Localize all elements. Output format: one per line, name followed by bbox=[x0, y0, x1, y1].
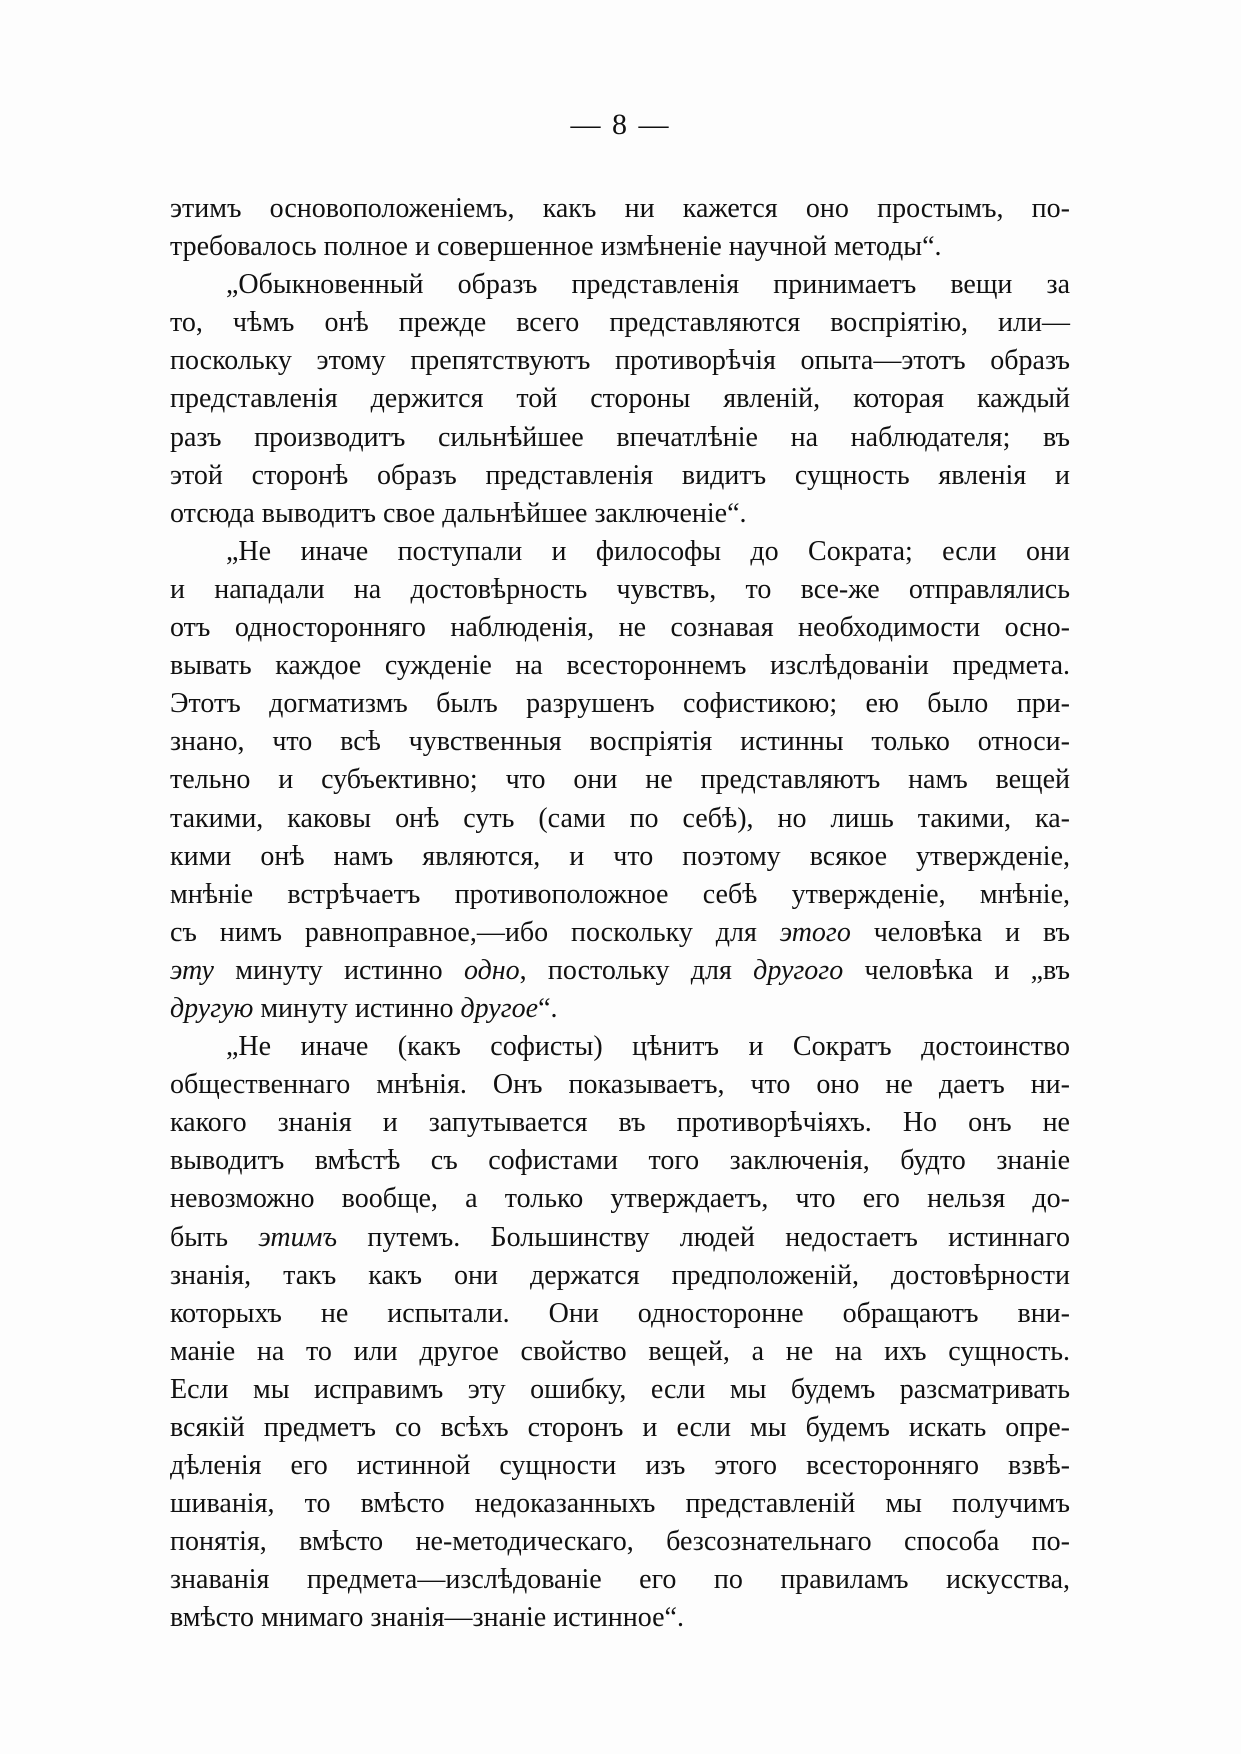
text-line: „Не иначе (какъ софисты) цѣнитъ и Сократъ достоинство bbox=[226, 1031, 1070, 1063]
text-line: такими, каковы онѣ суть (сами по себѣ), но лишь такими, ка- bbox=[170, 802, 1070, 834]
text-line: эту минуту истинно одно, постольку для другого человѣка и „въ bbox=[170, 954, 1071, 986]
text-line: мнѣніе встрѣчаетъ противоположное себѣ утвержденіе, мнѣніе, bbox=[170, 878, 1070, 910]
paragraph-1 bbox=[170, 190, 1070, 266]
text-line: выводитъ вмѣстѣ съ софистами того заключенія, будто знаніе bbox=[170, 1145, 1070, 1177]
text-line: вывать каждое сужденіе на всестороннемъ изслѣдованіи предмета. bbox=[170, 650, 1070, 682]
text-line: знано, что всѣ чувственныя воспріятія истинны только относи- bbox=[170, 726, 1070, 758]
text-line: требовалось полное и совершенное измѣненіе научной методы“. bbox=[170, 231, 942, 263]
text-line: отсюда выводитъ свое дальнѣйшее заключеніе“. bbox=[170, 497, 747, 529]
text-line: понятія, вмѣсто не-методическаго, безсознательнаго способа по- bbox=[170, 1526, 1070, 1558]
text-line: знаванія предмета—изслѣдованіе его по правиламъ искусства, bbox=[170, 1564, 1070, 1596]
text-line: всякій предметъ со всѣхъ сторонъ и если мы будемъ искать опре- bbox=[170, 1412, 1070, 1443]
text-line: какого знанія и запутывается въ противорѣчіяхъ. Но онъ не bbox=[170, 1107, 1070, 1139]
text-line: Если мы исправимъ эту ошибку, если мы будемъ разсматривать bbox=[170, 1373, 1070, 1405]
text-line: то, чѣмъ онѣ прежде всего представляются воспріятію, или— bbox=[170, 307, 1070, 339]
text-line: этимъ основоположеніемъ, какъ ни кажется оно простымъ, по- bbox=[170, 193, 1070, 224]
text-line: разъ производитъ сильнѣйшее впечатлѣніе на наблюдателя; въ bbox=[170, 421, 1070, 453]
text-line: маніе на то или другое свойство вещей, а не на ихъ сущность. bbox=[170, 1335, 1070, 1367]
text-line: этой сторонѣ образъ представленія видитъ сущность явленія и bbox=[170, 459, 1070, 491]
text-line: представленія держится той стороны явленій, которая каждый bbox=[170, 383, 1070, 415]
page-number: — 8 — bbox=[570, 108, 671, 141]
text-line: Этотъ догматизмъ былъ разрушенъ софистикою; ею было при- bbox=[170, 688, 1070, 720]
text-line: съ нимъ равноправное,—ибо поскольку для этого человѣка и въ bbox=[170, 916, 1070, 948]
paragraph-2 bbox=[170, 266, 1070, 533]
text-line: шиванія, то вмѣсто недоказанныхъ представленій мы получимъ bbox=[170, 1488, 1070, 1520]
paragraph-4 bbox=[170, 1028, 1070, 1638]
text-line: отъ односторонняго наблюденія, не сознавая необходимости осно- bbox=[170, 612, 1070, 644]
text-line: другую минуту истинно другое“. bbox=[170, 992, 558, 1024]
text-line: общественнаго мнѣнія. Онъ показываетъ, что оно не даетъ ни- bbox=[170, 1069, 1070, 1101]
text-line: быть этимъ путемъ. Большинству людей недостаетъ истиннаго bbox=[170, 1221, 1070, 1253]
text-line: „Не иначе поступали и философы до Сократа; если они bbox=[226, 535, 1070, 567]
text-line: кими онѣ намъ являются, и что поэтому всякое утвержденіе, bbox=[170, 840, 1070, 872]
paragraph-3 bbox=[170, 533, 1070, 1028]
text-line: тельно и субъективно; что они не представляютъ намъ вещей bbox=[170, 764, 1070, 796]
text-line: вмѣсто мнимаго знанія—знаніе истинное“. bbox=[170, 1602, 684, 1634]
text-line: дѣленія его истинной сущности изъ этого всесторонняго взвѣ- bbox=[170, 1450, 1070, 1482]
text-line: невозможно вообще, а только утверждаетъ, что его нельзя до- bbox=[170, 1183, 1070, 1215]
text-line: поскольку этому препятствуютъ противорѣчія опыта—этотъ образъ bbox=[170, 345, 1070, 377]
text-line: которыхъ не испытали. Они односторонне обращаютъ вни- bbox=[170, 1297, 1070, 1329]
body-text bbox=[170, 190, 1070, 1638]
text-line: „Обыкновенный образъ представленія принимаетъ вещи за bbox=[226, 269, 1070, 301]
text-line: и нападали на достовѣрность чувствъ, то все-же отправлялись bbox=[170, 573, 1070, 605]
text-line: знанія, такъ какъ они держатся предположеній, достовѣрности bbox=[170, 1259, 1070, 1291]
